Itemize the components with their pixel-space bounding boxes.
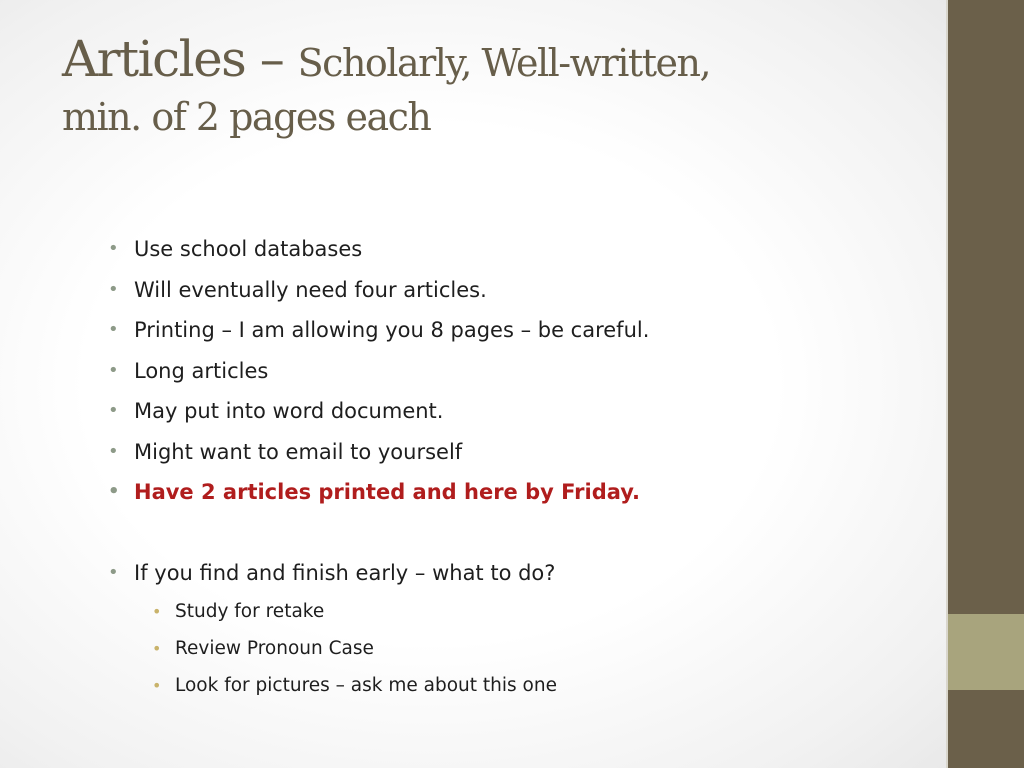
bullet-dot-icon: •	[108, 440, 119, 462]
sub-bullet-text: Review Pronoun Case	[175, 638, 374, 659]
bullet-dot-icon: •	[108, 400, 119, 421]
bullet-dot-icon: •	[108, 278, 119, 300]
bullet-dot-icon: •	[108, 561, 119, 583]
bullet-item-deadline	[105, 477, 935, 507]
bullet-list	[105, 234, 935, 709]
deadline-text: Have 2 articles printed and here by Friday.	[134, 480, 640, 504]
sub-bullet-text: Study for retake	[175, 601, 325, 622]
sub-bullet-item	[105, 672, 935, 700]
bullet-dot-icon: •	[108, 238, 119, 259]
bullet-dot-icon: •	[108, 319, 119, 340]
slide-title	[62, 30, 922, 139]
bullet-text: Will eventually need four articles.	[134, 277, 487, 302]
title-main: Articles –	[62, 30, 298, 88]
bullet-text: If you find and finish early – what to do?	[134, 560, 556, 585]
bullet-item	[105, 234, 935, 264]
bullet-item	[105, 437, 935, 467]
sub-bullet-dot-icon: •	[152, 602, 162, 621]
sidebar-accent-block	[948, 614, 1024, 690]
bullet-item	[105, 356, 935, 386]
bullet-dot-icon: •	[108, 481, 120, 502]
bullet-text: May put into word document.	[134, 399, 444, 423]
title-subtitle-line1: Scholarly, Well-written,	[297, 41, 711, 85]
bullet-item	[105, 275, 935, 305]
sub-bullet-item	[105, 635, 935, 663]
bullet-text: Use school databases	[134, 237, 363, 261]
sub-bullet-item	[105, 598, 935, 626]
bullet-text: Long articles	[134, 358, 269, 383]
bullet-text: Might want to email to yourself	[134, 439, 463, 464]
sub-bullet-text: Look for pictures – ask me about this one	[175, 675, 557, 696]
title-subtitle-line2: min. of 2 pages each	[62, 95, 431, 139]
sub-bullet-dot-icon: •	[152, 676, 162, 695]
bullet-item	[105, 315, 935, 345]
bullet-item-early-finish	[105, 558, 935, 588]
sub-bullet-dot-icon: •	[152, 639, 162, 658]
bullet-item	[105, 396, 935, 426]
list-spacer	[105, 518, 935, 558]
bullet-text: Printing – I am allowing you 8 pages – be careful.	[134, 318, 650, 342]
bullet-dot-icon: •	[108, 359, 119, 381]
